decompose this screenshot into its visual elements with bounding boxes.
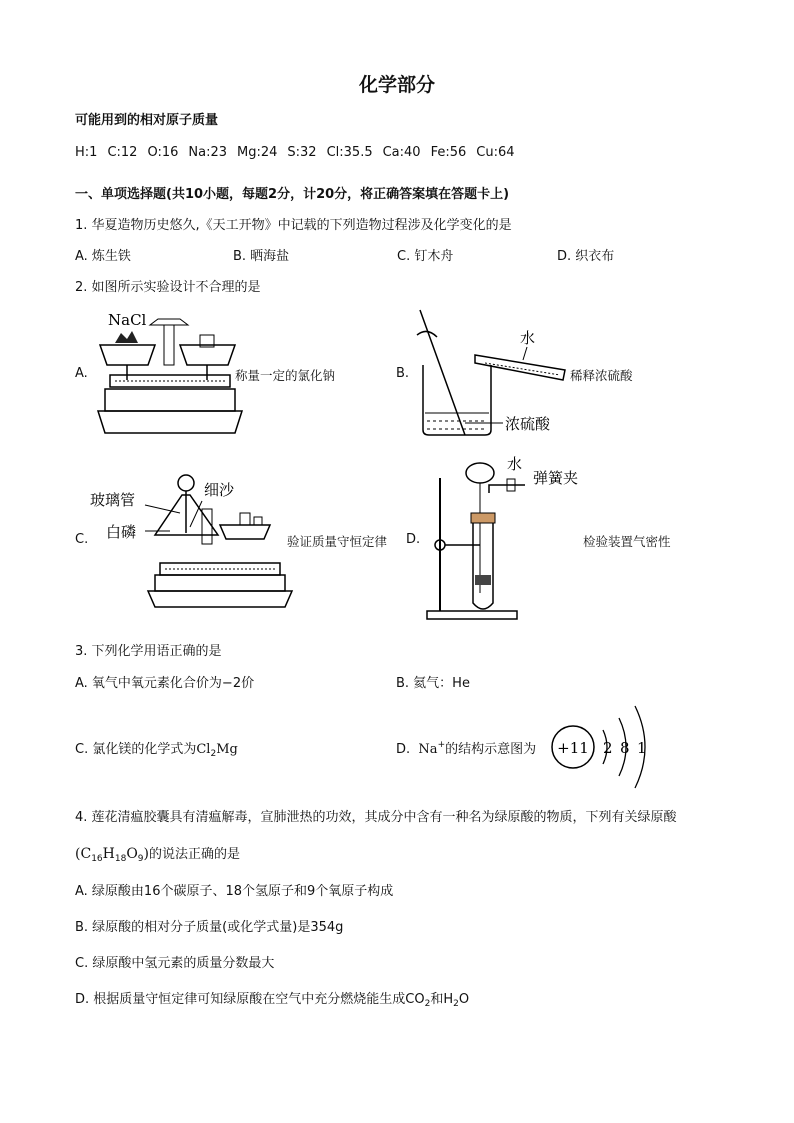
atomic-mass-item: C:12 — [107, 145, 138, 160]
question-2-stem: 2. 如图所示实验设计不合理的是 — [75, 280, 261, 295]
q4-option-b: B. 绿原酸的相对分子质量(或化学式量)是354g — [75, 920, 344, 935]
question-3-stem: 3. 下列化学用语正确的是 — [75, 644, 222, 659]
acid-label-b: 浓硫酸 — [505, 415, 551, 433]
atomic-mass-item: Na:23 — [188, 145, 227, 160]
water-label-b: 水 — [520, 329, 536, 347]
q3-option-c: C. 氯化镁的化学式为$Cl_2Mg$ — [75, 742, 238, 759]
q1-option-c: C. 钉木舟 — [397, 249, 454, 264]
page-title: 化学部分 — [358, 74, 435, 96]
q1-option-d: D. 织衣布 — [557, 249, 615, 264]
atomic-mass-item: Ca:40 — [382, 145, 421, 160]
atomic-mass-item: O:16 — [147, 145, 179, 160]
q4-option-c: C. 绿原酸中氢元素的质量分数最大 — [75, 956, 275, 971]
sand-label-c: 细沙 — [204, 481, 235, 499]
water-label-d: 水 — [507, 455, 523, 473]
q4-option-a: A. 绿原酸由16个碳原子、18个氢原子和9个氧原子构成 — [75, 884, 394, 899]
clip-label-d: 弹簧夹 — [533, 469, 579, 487]
tube-label-c: 玻璃管 — [90, 491, 136, 509]
q4-option-d: D. 根据质量守恒定律可知绿原酸在空气中充分燃烧能生成$CO_2$和$H_2O$ — [75, 992, 470, 1009]
q1-option-b: B. 晒海盐 — [233, 249, 290, 264]
q2-option-c-caption: 验证质量守恒定律 — [287, 534, 388, 549]
question-4-stem-line1: 4. 莲花清瘟胶囊具有清瘟解毒，宣肺泄热的功效，其成分中含有一种名为绿原酸的物质，下列有关绿原酸 — [75, 810, 677, 825]
q2-option-a-letter: A. — [75, 366, 88, 381]
mass-conservation-figure-c — [90, 465, 295, 610]
atomic-mass-list — [75, 145, 525, 160]
nucleus-charge: +11 — [557, 739, 589, 757]
q2-option-b-caption: 稀释浓硫酸 — [570, 368, 633, 383]
atomic-mass-heading: 可能用到的相对原子质量 — [75, 113, 219, 128]
shell-1-count: 2 — [603, 739, 613, 757]
shell-2-count: 8 — [620, 739, 630, 757]
q1-option-a: A. 炼生铁 — [75, 249, 131, 264]
atomic-mass-item: H:1 — [75, 145, 98, 160]
question-4-stem-line2: $(C_{16}H_{18}O_9)$的说法正确的是 — [75, 846, 241, 864]
question-1-stem: 1. 华夏造物历史悠久,《天工开物》中记载的下列造物过程涉及化学变化的是 — [75, 218, 512, 233]
atomic-mass-item: Mg:24 — [237, 145, 278, 160]
q2-option-c-letter: C. — [75, 532, 89, 547]
shell-3-count: 1 — [637, 739, 647, 757]
q2-option-d-letter: D. — [406, 532, 421, 547]
nacl-label: NaCl — [108, 311, 147, 329]
sodium-ion-structure-diagram — [545, 700, 675, 795]
q2-option-d-caption: 检验装置气密性 — [583, 534, 671, 549]
atomic-mass-item: S:32 — [287, 145, 317, 160]
q3-option-d: D. Na+的结构示意图为 — [396, 740, 537, 757]
section-heading: 一、单项选择题(共10小题，每题2分，计20分，将正确答案填在答题卡上) — [75, 187, 510, 202]
balance-figure-a — [90, 305, 250, 440]
atomic-mass-item: Cl:35.5 — [326, 145, 373, 160]
phosphorus-label-c: 白磷 — [106, 523, 137, 541]
q2-option-b-letter: B. — [396, 366, 410, 381]
atomic-mass-item: Fe:56 — [430, 145, 467, 160]
q2-option-a-caption: 称量一定的氯化钠 — [235, 368, 336, 383]
q3-option-b: B. 氦气：He — [396, 676, 470, 691]
airtightness-figure-d — [425, 453, 585, 623]
q3-option-a: A. 氧气中氧元素化合价为−2价 — [75, 676, 255, 691]
atomic-mass-item: Cu:64 — [476, 145, 515, 160]
